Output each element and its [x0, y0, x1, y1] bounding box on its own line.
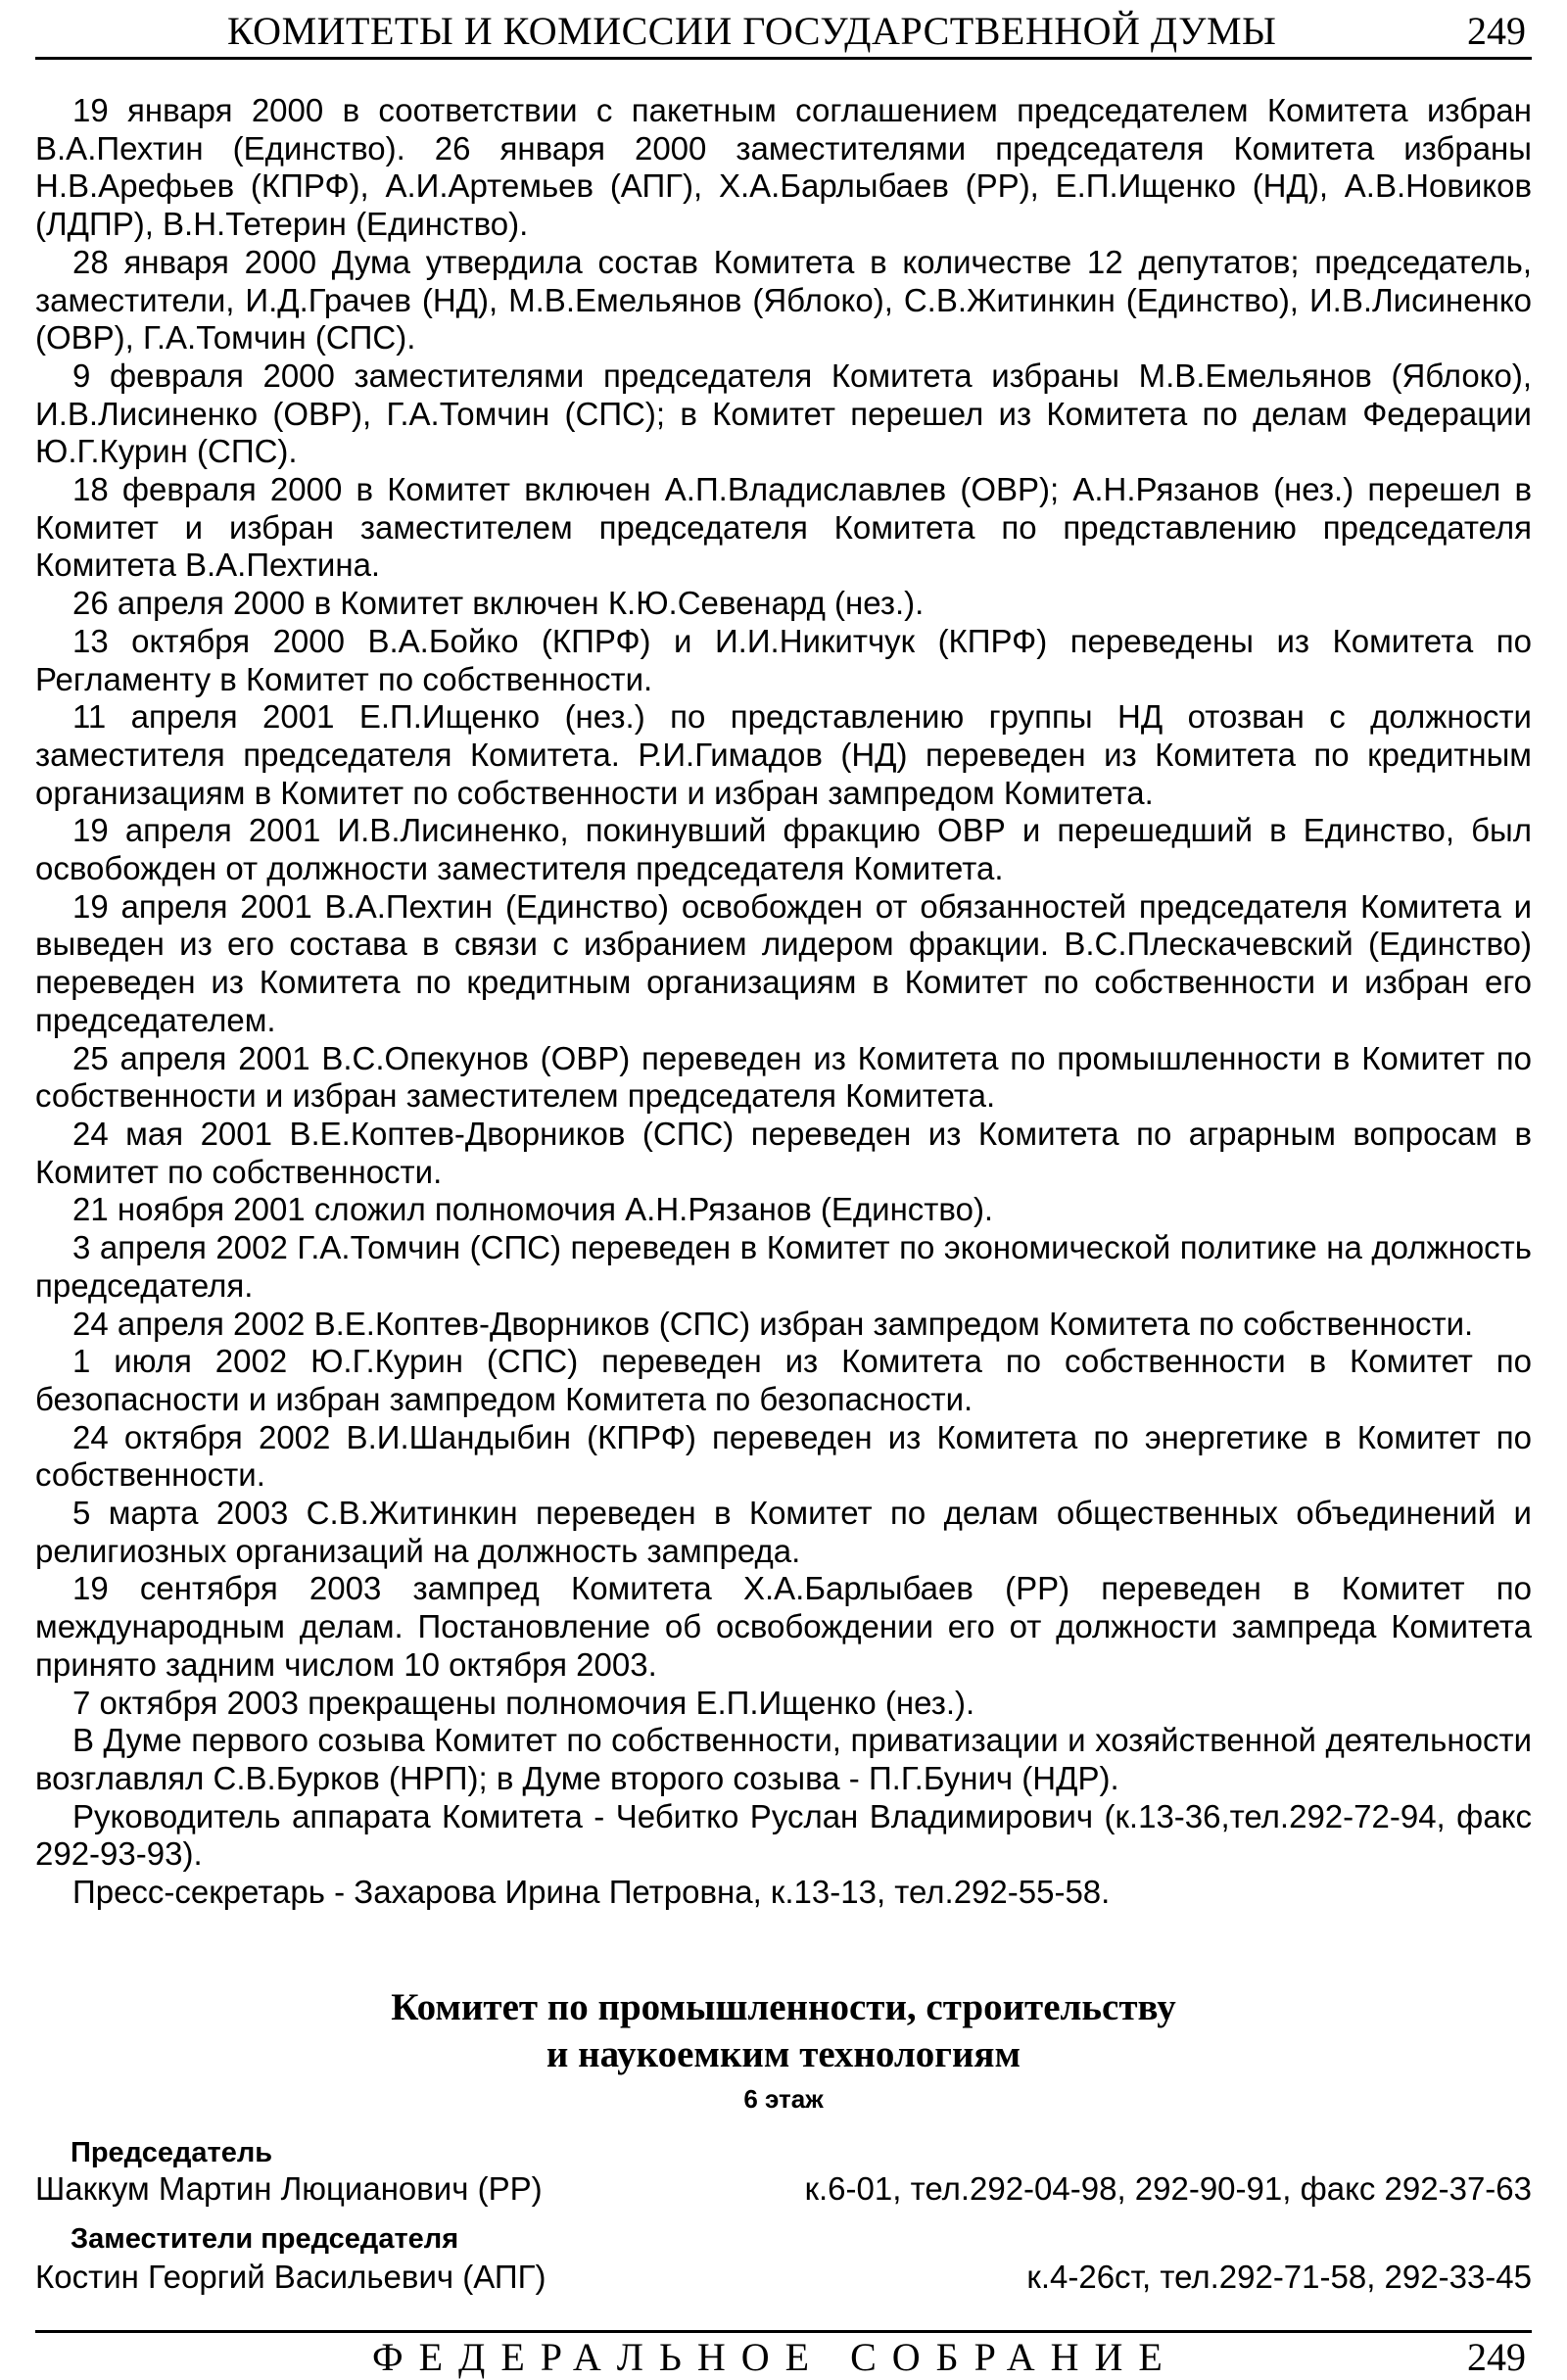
paragraph: 25 апреля 2001 В.С.Опекунов (ОВР) переведен из Комитета по промышленности в Комитет по собственности и избран заместителем председателя Комитета. [35, 1039, 1532, 1115]
paragraph: 9 февраля 2000 заместителями председателя Комитета избраны М.В.Емельянов (Яблоко), И.В.Лисиненко (ОВР), Г.А.Томчин (СПС); в Комитет перешел из Комитета по делам Федерации Ю.Г.Курин (СПС). [35, 357, 1532, 470]
paragraph: 13 октября 2000 В.А.Бойко (КПРФ) и И.И.Никитчук (КПРФ) переведены из Комитета по Регламенту в Комитет по собственности. [35, 622, 1532, 697]
paragraph: В Думе первого созыва Комитет по собственности, приватизации и хозяйственной деятельности возглавлял С.В.Бурков (НРП); в Думе второго созыва - П.Г.Бунич (НДР). [35, 1722, 1532, 1796]
paragraph: 19 сентября 2003 зампред Комитета Х.А.Барлыбаев (РР) переведен в Комитет по международным делам. Постановление об освобождении его от должности зампреда Комитета принято задним числом 10 октября 2003. [35, 1570, 1532, 1683]
floor-label: 6 этаж [743, 2084, 824, 2114]
paragraph: 1 июля 2002 Ю.Г.Курин (СПС) переведен из Комитета по собственности в Комитет по безопасности и избран зампредом Комитета по безопасности. [35, 1343, 1532, 1417]
document-body [35, 92, 1532, 1912]
paragraph: 19 января 2000 в соответствии с пакетным соглашением председателем Комитета избран В.А.Пехтин (Единство). 26 января 2000 заместителями председателя Комитета избраны Н.В.Арефьев (КПРФ), А.И.Артемьев (АПГ), Х.А.Барлыбаев (РР), Е.П.Ищенко (НД), А.В.Новиков (ЛДПР), В.Н.Тетерин (Единство). [35, 92, 1532, 243]
paragraph: 21 ноября 2001 сложил полномочия А.Н.Рязанов (Единство). [72, 1191, 994, 1228]
section-title [35, 1984, 1532, 2078]
paragraph: 19 апреля 2001 В.А.Пехтин (Единство) освобожден от обязанностей председателя Комитета и выведен из его состава в связи с избранием лидером фракции. В.С.Плескачевский (Единство) переведен из Комитета по кредитным организациям в Комитет по собственности и избран его председателем. [35, 887, 1532, 1038]
chair-name: Шаккум Мартин Люцианович (РР) [35, 2170, 543, 2207]
chair-label: Председатель [71, 2137, 273, 2168]
paragraph: 5 марта 2003 С.В.Житинкин переведен в Комитет по делам общественных объединений и религиозных организаций на должность зампреда. [35, 1495, 1532, 1569]
deputies-label: Заместители председателя [71, 2223, 459, 2255]
footer-divider [35, 2330, 1532, 2333]
deputy-contact: к.4-26ст, тел.292-71-58, 292-33-45 [1026, 2259, 1532, 2295]
paragraph: Руководитель аппарата Комитета - Чебитко Руслан Владимирович (к.13-36,тел.292-72-94, факс 292-93-93). [35, 1797, 1532, 1873]
paragraph: Пресс-секретарь - Захарова Ирина Петровна, к.13-13, тел.292-55-58. [72, 1874, 1111, 1911]
paragraph: 24 апреля 2002 В.Е.Коптев-Дворников (СПС) избран зампредом Комитета по собственности. [72, 1305, 1474, 1342]
header-title: КОМИТЕТЫ И КОМИССИИ ГОСУДАРСТВЕННОЙ ДУМЫ [227, 9, 1277, 53]
header-page-number: 249 [1467, 9, 1526, 53]
footer-page-number: 249 [1467, 2335, 1526, 2379]
deputy-name: Костин Георгий Васильевич (АПГ) [35, 2259, 546, 2295]
paragraph: 26 апреля 2000 в Комитет включен К.Ю.Севенард (нез.). [72, 585, 925, 622]
section-title-line: Комитет по промышленности, строительству [391, 1986, 1176, 2028]
paragraph: 11 апреля 2001 Е.П.Ищенко (нез.) по представлению группы НД отозван с должности заместителя председателя Комитета. Р.И.Гимадов (НД) переведен из Комитета по кредитным организациям в Комитет по собственности и избран зампредом Комитета. [35, 698, 1532, 811]
paragraph: 19 апреля 2001 И.В.Лисиненко, покинувший фракцию ОВР и перешедший в Единство, был освобожден от должности заместителя председателя Комитета. [35, 812, 1532, 887]
paragraph: 28 января 2000 Дума утвердила состав Комитета в количестве 12 депутатов; председатель, заместители, И.Д.Грачев (НД), М.В.Емельянов (Яблоко), С.В.Житинкин (Единство), И.В.Лисиненко (ОВР), Г.А.Томчин (СПС). [35, 243, 1532, 357]
paragraph: 24 октября 2002 В.И.Шандыбин (КПРФ) переведен из Комитета по энергетике в Комитет по собственности. [35, 1418, 1532, 1494]
chair-contact: к.6-01, тел.292-04-98, 292-90-91, факс 292-37-63 [804, 2170, 1532, 2207]
paragraph: 3 апреля 2002 Г.А.Томчин (СПС) переведен в Комитет по экономической политике на должность председателя. [35, 1229, 1532, 1304]
running-header [35, 6, 1532, 60]
footer-title: ФЕДЕРАЛЬНОЕ СОБРАНИЕ [372, 2335, 1178, 2379]
paragraph: 7 октября 2003 прекращены полномочия Е.П.Ищенко (нез.). [72, 1684, 975, 1721]
paragraph: 18 февраля 2000 в Комитет включен А.П.Владиславлев (ОВР); А.Н.Рязанов (нез.) перешел в Комитет и избран заместителем председателя Комитета по представлению председателя Комитета В.А.Пехтина. [35, 471, 1532, 584]
section-title-line: и наукоемким технологиям [546, 2033, 1021, 2075]
paragraph: 24 мая 2001 В.Е.Коптев-Дворников (СПС) переведен из Комитета по аграрным вопросам в Комитет по собственности. [35, 1115, 1532, 1190]
